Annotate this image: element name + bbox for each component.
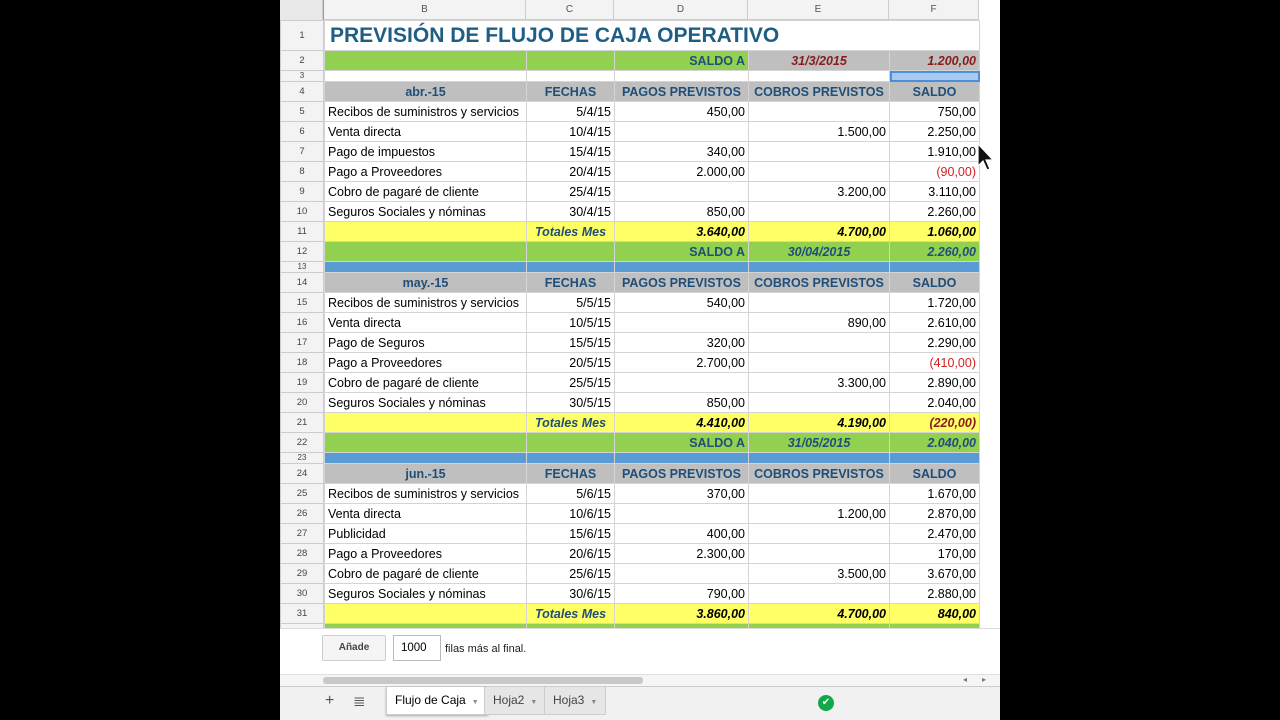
row-header[interactable]: 9 (281, 182, 324, 202)
date-cell[interactable]: 20/4/15 (527, 162, 615, 182)
balance-cell[interactable]: 3.110,00 (890, 182, 980, 202)
payment-cell[interactable]: 790,00 (615, 584, 749, 604)
row-header[interactable]: 17 (281, 333, 324, 353)
payment-cell[interactable]: 370,00 (615, 484, 749, 504)
sheet-row (281, 182, 980, 202)
receipt-cell[interactable] (749, 484, 890, 504)
fechas-header[interactable]: FECHAS (527, 82, 615, 102)
row-header[interactable]: 20 (281, 393, 324, 413)
balance-cell[interactable]: 2.260,00 (890, 202, 980, 222)
cobros-header[interactable]: COBROS PREVISTOS (749, 464, 890, 484)
balance-cell[interactable]: 2.890,00 (890, 373, 980, 393)
concept-cell[interactable]: Pago a Proveedores (325, 544, 527, 564)
cell[interactable] (749, 453, 890, 464)
balance-cell[interactable]: 170,00 (890, 544, 980, 564)
saldo-header[interactable]: SALDO (890, 464, 980, 484)
month-header[interactable]: jun.-15 (325, 464, 527, 484)
payment-cell[interactable]: 540,00 (615, 293, 749, 313)
payment-cell[interactable]: 850,00 (615, 202, 749, 222)
date-cell[interactable]: 30/4/15 (527, 202, 615, 222)
tab-flujo-de-caja[interactable] (386, 687, 488, 715)
cell[interactable] (527, 51, 615, 71)
receipt-cell[interactable]: 3.200,00 (749, 182, 890, 202)
sheet-row (281, 142, 980, 162)
initial-amount[interactable]: 1.200,00 (890, 51, 980, 71)
sheet-row (281, 484, 980, 504)
row-header[interactable]: 24 (281, 464, 324, 484)
receipt-cell[interactable]: 1.200,00 (749, 504, 890, 524)
all-sheets-menu-icon[interactable]: ≣ (353, 693, 366, 710)
add-rows-count-input[interactable]: 1000 (393, 635, 441, 661)
scroll-left-icon[interactable]: ◂ (963, 675, 968, 684)
saldo-a-label[interactable]: SALDO A (615, 51, 749, 71)
payment-cell[interactable] (615, 504, 749, 524)
cell[interactable] (325, 51, 527, 71)
total-payments[interactable]: 3.640,00 (615, 222, 749, 242)
cell[interactable] (527, 433, 615, 453)
selected-cell[interactable] (890, 71, 980, 82)
tab-hoja3[interactable] (544, 687, 606, 715)
sheet-row (281, 273, 980, 293)
cell[interactable] (749, 71, 890, 82)
payment-cell[interactable] (615, 373, 749, 393)
payment-cell[interactable]: 400,00 (615, 524, 749, 544)
cell[interactable] (890, 453, 980, 464)
totals-label[interactable]: Totales Mes (527, 604, 615, 624)
receipt-cell[interactable]: 890,00 (749, 313, 890, 333)
sheet-row (281, 373, 980, 393)
total-balance[interactable]: 840,00 (890, 604, 980, 624)
sheet-row (281, 122, 980, 142)
balance-cell[interactable]: 1.720,00 (890, 293, 980, 313)
sheet-row (281, 504, 980, 524)
concept-cell[interactable]: Seguros Sociales y nóminas (325, 584, 527, 604)
receipt-cell[interactable]: 1.500,00 (749, 122, 890, 142)
cell[interactable] (527, 453, 615, 464)
balance-cell[interactable]: 2.870,00 (890, 504, 980, 524)
receipt-cell[interactable] (749, 353, 890, 373)
date-cell[interactable]: 10/4/15 (527, 122, 615, 142)
sheet-row (281, 71, 980, 82)
concept-cell[interactable]: Seguros Sociales y nóminas (325, 202, 527, 222)
concept-cell[interactable]: Venta directa (325, 122, 527, 142)
cell[interactable] (749, 262, 890, 273)
balance-cell[interactable]: 3.670,00 (890, 564, 980, 584)
row-header[interactable]: 30 (281, 584, 324, 604)
payment-cell[interactable] (615, 182, 749, 202)
sheet-row (281, 564, 980, 584)
pagos-header[interactable]: PAGOS PREVISTOS (615, 273, 749, 293)
payment-cell[interactable] (615, 313, 749, 333)
date-cell[interactable]: 5/5/15 (527, 293, 615, 313)
fechas-header[interactable]: FECHAS (527, 464, 615, 484)
date-cell[interactable]: 30/5/15 (527, 393, 615, 413)
receipt-cell[interactable] (749, 333, 890, 353)
closing-amount[interactable]: 2.040,00 (890, 433, 980, 453)
receipt-cell[interactable] (749, 102, 890, 122)
balance-cell[interactable]: 2.610,00 (890, 313, 980, 333)
date-cell[interactable]: 15/4/15 (527, 142, 615, 162)
cell[interactable] (615, 453, 749, 464)
date-cell[interactable]: 25/6/15 (527, 564, 615, 584)
payment-cell[interactable]: 320,00 (615, 333, 749, 353)
pagos-header[interactable]: PAGOS PREVISTOS (615, 82, 749, 102)
receipt-cell[interactable] (749, 584, 890, 604)
total-payments[interactable]: 4.410,00 (615, 413, 749, 433)
initial-date[interactable]: 31/3/2015 (749, 51, 890, 71)
month-header[interactable]: abr.-15 (325, 82, 527, 102)
balance-cell[interactable]: 2.040,00 (890, 393, 980, 413)
receipt-cell[interactable] (749, 202, 890, 222)
total-payments[interactable]: 3.860,00 (615, 604, 749, 624)
closing-date[interactable]: 31/05/2015 (749, 433, 890, 453)
payment-cell[interactable] (615, 122, 749, 142)
sheet-row (281, 293, 980, 313)
cell[interactable] (325, 71, 527, 82)
column-header-f[interactable]: F (889, 0, 979, 20)
concept-cell[interactable]: Pago a Proveedores (325, 162, 527, 182)
cobros-header[interactable]: COBROS PREVISTOS (749, 273, 890, 293)
cell[interactable] (325, 262, 527, 273)
row-header[interactable]: 10 (281, 202, 324, 222)
sheet-row (281, 544, 980, 564)
horizontal-scrollbar[interactable] (280, 674, 1000, 686)
receipt-cell[interactable] (749, 524, 890, 544)
cell[interactable] (527, 242, 615, 262)
cell[interactable] (325, 453, 527, 464)
balance-cell[interactable]: 2.250,00 (890, 122, 980, 142)
receipt-cell[interactable]: 3.300,00 (749, 373, 890, 393)
mouse-cursor-icon (975, 142, 995, 172)
row-header[interactable]: 25 (281, 484, 324, 504)
sheet-row (281, 333, 980, 353)
sheet-row (281, 393, 980, 413)
sheet-row (281, 584, 980, 604)
closing-amount[interactable]: 2.260,00 (890, 242, 980, 262)
row-header[interactable]: 27 (281, 524, 324, 544)
payment-cell[interactable]: 340,00 (615, 142, 749, 162)
cell[interactable] (527, 71, 615, 82)
saldo-header[interactable]: SALDO (890, 82, 980, 102)
sheet-row (281, 524, 980, 544)
add-rows-label: filas más al final. (445, 643, 527, 655)
date-cell[interactable]: 25/5/15 (527, 373, 615, 393)
row-header[interactable]: 6 (281, 122, 324, 142)
date-cell[interactable]: 20/5/15 (527, 353, 615, 373)
concept-cell[interactable]: Cobro de pagaré de cliente (325, 564, 527, 584)
scrollbar-thumb[interactable] (323, 677, 643, 684)
row-header[interactable]: 8 (281, 162, 324, 182)
cell[interactable] (615, 262, 749, 273)
row-header[interactable]: 21 (281, 413, 324, 433)
row-header[interactable]: 1 (281, 21, 324, 51)
tab-label: Hoja3 (553, 693, 585, 707)
tab-hoja2[interactable] (484, 687, 546, 715)
date-cell[interactable]: 30/6/15 (527, 584, 615, 604)
date-cell[interactable]: 20/6/15 (527, 544, 615, 564)
sheet-row (281, 453, 980, 464)
balance-cell[interactable]: 2.880,00 (890, 584, 980, 604)
tab-label: Flujo de Caja (395, 693, 466, 707)
date-cell[interactable]: 25/4/15 (527, 182, 615, 202)
cell[interactable] (325, 433, 527, 453)
date-cell[interactable]: 15/5/15 (527, 333, 615, 353)
totals-label[interactable]: Totales Mes (527, 413, 615, 433)
payment-cell[interactable]: 450,00 (615, 102, 749, 122)
date-cell[interactable]: 15/6/15 (527, 524, 615, 544)
column-header-d[interactable]: D (614, 0, 748, 20)
row-header[interactable]: 3 (281, 71, 324, 82)
cobros-header[interactable]: COBROS PREVISTOS (749, 82, 890, 102)
total-balance[interactable]: 1.060,00 (890, 222, 980, 242)
row-header[interactable]: 19 (281, 373, 324, 393)
row-header[interactable]: 2 (281, 51, 324, 71)
concept-cell[interactable]: Cobro de pagaré de cliente (325, 373, 527, 393)
saldo-header[interactable]: SALDO (890, 273, 980, 293)
sheet-row (281, 353, 980, 373)
concept-cell[interactable]: Pago de impuestos (325, 142, 527, 162)
row-header[interactable]: 5 (281, 102, 324, 122)
balance-cell[interactable]: (410,00) (890, 353, 980, 373)
balance-cell[interactable]: 1.910,00 (890, 142, 980, 162)
saldo-a-label[interactable]: SALDO A (615, 242, 749, 262)
balance-cell[interactable]: (90,00) (890, 162, 980, 182)
balance-cell[interactable]: 2.470,00 (890, 524, 980, 544)
receipt-cell[interactable] (749, 544, 890, 564)
tab-menu-icon[interactable]: ▼ (590, 699, 598, 706)
fechas-header[interactable]: FECHAS (527, 273, 615, 293)
column-header-b[interactable]: B (324, 0, 526, 20)
sheet-row (281, 313, 980, 333)
row-header[interactable]: 18 (281, 353, 324, 373)
row-header[interactable]: 31 (281, 604, 324, 624)
row-header[interactable]: 29 (281, 564, 324, 584)
row-header[interactable]: 22 (281, 433, 324, 453)
add-rows-button[interactable]: Añade (322, 635, 386, 661)
sheet-row (281, 102, 980, 122)
date-cell[interactable]: 10/5/15 (527, 313, 615, 333)
receipt-cell[interactable] (749, 293, 890, 313)
balance-cell[interactable]: 1.670,00 (890, 484, 980, 504)
row-header[interactable]: 11 (281, 222, 324, 242)
tab-menu-icon[interactable]: ▼ (471, 699, 479, 706)
concept-cell[interactable]: Publicidad (325, 524, 527, 544)
cell[interactable] (890, 262, 980, 273)
date-cell[interactable]: 5/4/15 (527, 102, 615, 122)
concept-cell[interactable]: Cobro de pagaré de cliente (325, 182, 527, 202)
total-receipts[interactable]: 4.700,00 (749, 604, 890, 624)
payment-cell[interactable]: 2.000,00 (615, 162, 749, 182)
row-header[interactable]: 28 (281, 544, 324, 564)
closing-date[interactable]: 30/04/2015 (749, 242, 890, 262)
concept-cell[interactable]: Pago de Seguros (325, 333, 527, 353)
payment-cell[interactable] (615, 564, 749, 584)
receipt-cell[interactable] (749, 393, 890, 413)
row-header[interactable]: 4 (281, 82, 324, 102)
sheet-row (281, 21, 980, 51)
payment-cell[interactable]: 850,00 (615, 393, 749, 413)
balance-cell[interactable]: 750,00 (890, 102, 980, 122)
concept-cell[interactable]: Venta directa (325, 313, 527, 333)
add-sheet-icon[interactable]: + (325, 692, 335, 709)
concept-cell[interactable]: Recibos de suministros y servicios (325, 484, 527, 504)
row-header[interactable]: 12 (281, 242, 324, 262)
row-header[interactable]: 14 (281, 273, 324, 293)
concept-cell[interactable]: Seguros Sociales y nóminas (325, 393, 527, 413)
sheet-row (281, 604, 980, 624)
sheet-row (281, 464, 980, 484)
pagos-header[interactable]: PAGOS PREVISTOS (615, 464, 749, 484)
tab-menu-icon[interactable]: ▼ (530, 699, 538, 706)
sheet-row (281, 202, 980, 222)
sheet-row (281, 262, 980, 273)
concept-cell[interactable]: Recibos de suministros y servicios (325, 102, 527, 122)
sheet-row (281, 413, 980, 433)
payment-cell[interactable]: 2.300,00 (615, 544, 749, 564)
sheet-row (281, 222, 980, 242)
column-headers (280, 0, 979, 20)
total-receipts[interactable]: 4.700,00 (749, 222, 890, 242)
column-header-e[interactable]: E (748, 0, 889, 20)
cell[interactable] (615, 71, 749, 82)
concept-cell[interactable]: Recibos de suministros y servicios (325, 293, 527, 313)
row-header[interactable]: 16 (281, 313, 324, 333)
receipt-cell[interactable]: 3.500,00 (749, 564, 890, 584)
row-header[interactable]: 13 (281, 262, 324, 273)
sheet-row (281, 82, 980, 102)
scroll-right-icon[interactable]: ▸ (982, 675, 987, 684)
sheet-row (281, 433, 980, 453)
cell[interactable] (527, 262, 615, 273)
concept-cell[interactable]: Venta directa (325, 504, 527, 524)
saved-check-icon: ✔ (818, 695, 834, 711)
cell[interactable] (325, 222, 527, 242)
row-header[interactable]: 7 (281, 142, 324, 162)
row-header[interactable]: 26 (281, 504, 324, 524)
spreadsheet-app (280, 0, 1000, 720)
total-receipts[interactable]: 4.190,00 (749, 413, 890, 433)
month-header[interactable]: may.-15 (325, 273, 527, 293)
receipt-cell[interactable] (749, 162, 890, 182)
row-header[interactable]: 15 (281, 293, 324, 313)
date-cell[interactable]: 10/6/15 (527, 504, 615, 524)
total-balance[interactable]: (220,00) (890, 413, 980, 433)
select-all-corner[interactable] (280, 0, 323, 20)
cell[interactable] (325, 413, 527, 433)
totals-label[interactable]: Totales Mes (527, 222, 615, 242)
cell[interactable] (325, 604, 527, 624)
payment-cell[interactable]: 2.700,00 (615, 353, 749, 373)
receipt-cell[interactable] (749, 142, 890, 162)
concept-cell[interactable]: Pago a Proveedores (325, 353, 527, 373)
sheet-title[interactable]: PREVISIÓN DE FLUJO DE CAJA OPERATIVO (325, 21, 980, 51)
saldo-a-label[interactable]: SALDO A (615, 433, 749, 453)
cell[interactable] (325, 242, 527, 262)
date-cell[interactable]: 5/6/15 (527, 484, 615, 504)
sheet-row (281, 162, 980, 182)
balance-cell[interactable]: 2.290,00 (890, 333, 980, 353)
sheet-grid (280, 20, 1000, 628)
sheet-row (281, 51, 980, 71)
sheet-row (281, 242, 980, 262)
column-header-c[interactable]: C (526, 0, 614, 20)
sheet-tabs-bar (280, 686, 1000, 720)
tab-label: Hoja2 (493, 693, 525, 707)
row-header[interactable]: 23 (281, 453, 324, 464)
